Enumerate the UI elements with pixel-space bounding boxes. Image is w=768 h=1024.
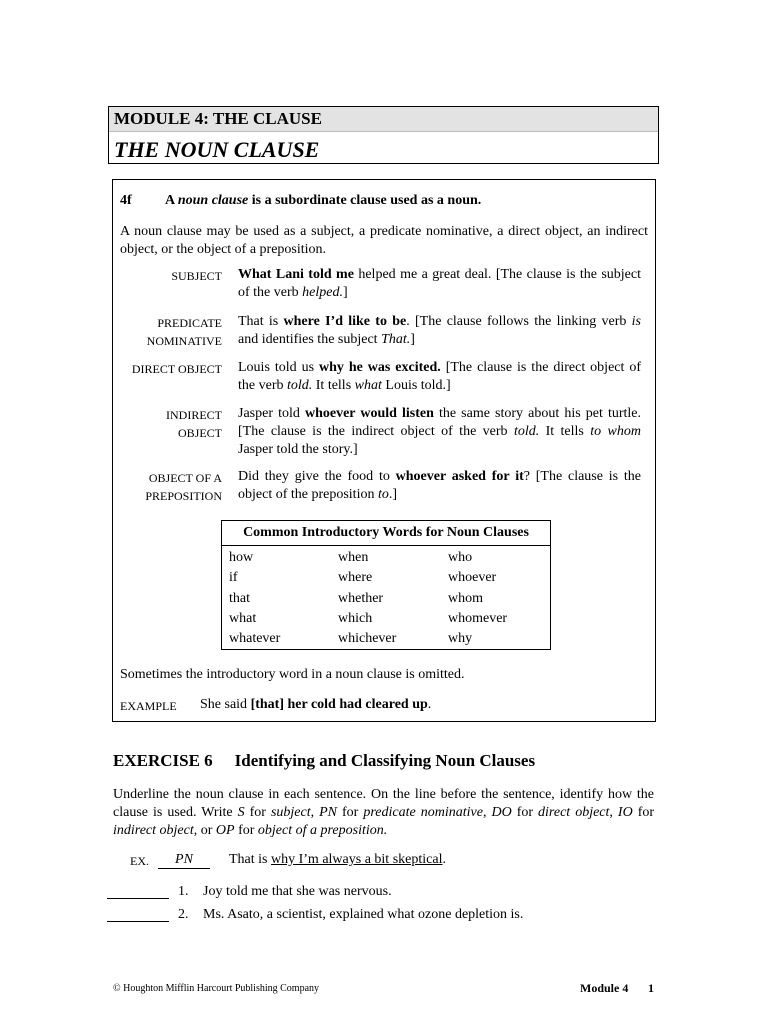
text-run: subject: [270, 805, 311, 820]
text-run: ,: [482, 805, 492, 820]
table-column-2: [338, 548, 396, 649]
table-word: whom: [448, 590, 483, 606]
text-run: .]: [388, 487, 398, 502]
table-word: who: [448, 550, 473, 565]
text-run: Louis told.]: [381, 378, 451, 393]
table-word: when: [338, 550, 369, 565]
use-example: [238, 313, 641, 349]
table-header: Common Introductory Words for Noun Clauses: [222, 521, 550, 546]
text-run: and identifies the subject: [238, 332, 382, 347]
table-column-1: [229, 548, 280, 649]
table-word: whether: [338, 590, 384, 606]
text-run: told.: [286, 378, 313, 393]
use-label: [120, 406, 222, 442]
omission-note: Sometimes the introductory word in a noun clause is omitted.: [120, 667, 465, 682]
use-label-line: SUBJECT: [171, 269, 222, 283]
rule-statement-term: noun clause: [177, 193, 249, 208]
table-word: whomever: [448, 610, 508, 626]
exercise-title: Identifying and Classifying Noun Clauses: [234, 751, 536, 770]
use-label-line: OBJECT: [177, 426, 222, 440]
text-run: ]: [342, 285, 348, 300]
text-run: helped.: [302, 285, 343, 300]
text-run: for: [244, 805, 271, 820]
item-text: Ms. Asato, a scientist, explained what ozone depletion is.: [203, 907, 524, 922]
table-word: whatever: [229, 631, 281, 647]
example-label: EXAMPLE: [120, 699, 177, 713]
text-run: predicate nominative: [363, 805, 483, 820]
table-column-3: [448, 548, 507, 649]
answer-blank-1[interactable]: [107, 884, 169, 899]
text-run: ]: [410, 332, 415, 347]
use-label-line: NOMINATIVE: [146, 334, 222, 348]
use-example: [238, 359, 641, 395]
table-word: whoever: [448, 570, 497, 586]
use-label: [120, 469, 222, 505]
example-clause: [that] her cold had cleared up: [250, 697, 428, 712]
rule-number: 4f: [120, 193, 132, 208]
sample-label: EX.: [130, 854, 149, 868]
use-example: [238, 266, 641, 302]
text-run: to whom: [590, 424, 641, 439]
sample-clause: why I’m always a bit skeptical: [271, 852, 443, 867]
text-run: [The clause is the direct object of the verb: [238, 360, 641, 393]
text-run: is: [631, 314, 642, 329]
text-run: ,: [609, 805, 618, 820]
item-text: Joy told me that she was nervous.: [203, 884, 392, 899]
text-run: IO: [617, 805, 633, 820]
page-number: 1: [648, 981, 654, 995]
copyright: © Houghton Mifflin Harcourt Publishing Company: [113, 983, 320, 994]
use-label-line: DIRECT OBJECT: [131, 362, 222, 376]
text-run: for: [511, 805, 539, 820]
text-run: told.: [513, 424, 540, 439]
table-word: where: [338, 570, 373, 586]
text-run: for: [337, 805, 364, 820]
text-run: for: [234, 823, 258, 838]
text-run: whoever would listen: [304, 406, 434, 421]
footer-module: Module 4: [580, 981, 629, 995]
table-word: whichever: [338, 631, 397, 647]
example-post: .: [427, 697, 432, 712]
text-run: What Lani told me: [238, 267, 354, 282]
text-run: PN: [319, 805, 337, 820]
rule-intro: A noun clause may be used as a subject, a predicate nominative, a direct object, an indirect object, or the object of a preposition.: [120, 224, 648, 257]
text-run: helped me a great deal. [The clause is the subject of the verb: [238, 267, 641, 300]
text-run: . [The clause follows the linking verb: [406, 314, 632, 329]
sample-sentence: [229, 851, 446, 869]
text-run: to: [377, 487, 389, 502]
intro-words-table: [221, 520, 551, 650]
sample-post: .: [442, 852, 446, 867]
text-run: That.: [381, 332, 411, 347]
table-word: that: [229, 590, 250, 606]
text-run: ? [The clause is the object of the preposition: [238, 469, 641, 502]
use-label-line: OBJECT OF A: [148, 471, 222, 485]
text-run: direct object: [538, 805, 610, 820]
use-label: [120, 360, 222, 378]
exercise-number: EXERCISE 6: [113, 751, 213, 770]
table-word: what: [229, 610, 257, 626]
use-label: [120, 267, 222, 285]
table-word: if: [229, 570, 238, 586]
rule-statement-pre: A: [165, 193, 178, 208]
text-run: That is: [238, 314, 284, 329]
text-run: S: [237, 805, 245, 820]
text-run: Jasper told the story.]: [238, 442, 358, 457]
page-title: THE NOUN CLAUSE: [114, 137, 320, 162]
rule-statement-post: is a subordinate clause used as a noun.: [248, 193, 482, 208]
exercise-directions: [113, 786, 654, 840]
text-run: why he was excited.: [318, 360, 441, 375]
rule-statement: [165, 193, 481, 209]
text-run: Jasper told: [238, 406, 305, 421]
answer-blank-2[interactable]: [107, 907, 169, 922]
text-run: what: [354, 378, 382, 393]
sample-answer: PN: [158, 852, 210, 869]
text-run: , or: [193, 823, 216, 838]
table-word: how: [229, 550, 254, 565]
text-run: Underline the noun clause in each sentence. On the line before the sentence, identify how the clause is used. Write: [113, 787, 654, 820]
sample-pre: That is: [229, 852, 271, 867]
table-word: why: [448, 631, 473, 647]
table-word: which: [338, 610, 373, 626]
module-header: [108, 106, 659, 164]
text-run: It tells: [312, 378, 355, 393]
use-label-line: INDIRECT: [166, 408, 222, 422]
text-run: indirect object: [113, 823, 194, 838]
use-label: [120, 314, 222, 350]
text-run: for: [632, 805, 655, 820]
example-sentence: [200, 696, 431, 714]
use-label-line: PREPOSITION: [145, 489, 222, 503]
module-title: MODULE 4: THE CLAUSE: [109, 107, 658, 132]
item-number: 2.: [178, 907, 189, 922]
text-run: DO: [491, 805, 512, 820]
use-example: [238, 468, 641, 504]
exercise-heading: [113, 750, 535, 772]
use-example: [238, 405, 641, 459]
item-number: 1.: [178, 884, 189, 899]
text-run: whoever asked for it: [395, 469, 524, 484]
text-run: OP: [215, 823, 235, 838]
text-run: It tells: [539, 424, 591, 439]
use-label-line: PREDICATE: [157, 316, 222, 330]
text-run: Did they give the food to: [238, 469, 396, 484]
example-pre: She said: [200, 697, 251, 712]
text-run: Louis told us: [238, 360, 319, 375]
text-run: the same story about his pet turtle. [The clause is the indirect object of the verb: [238, 406, 641, 439]
text-run: object of a preposition.: [257, 823, 388, 838]
text-run: where I’d like to be: [283, 314, 407, 329]
text-run: ,: [310, 805, 320, 820]
